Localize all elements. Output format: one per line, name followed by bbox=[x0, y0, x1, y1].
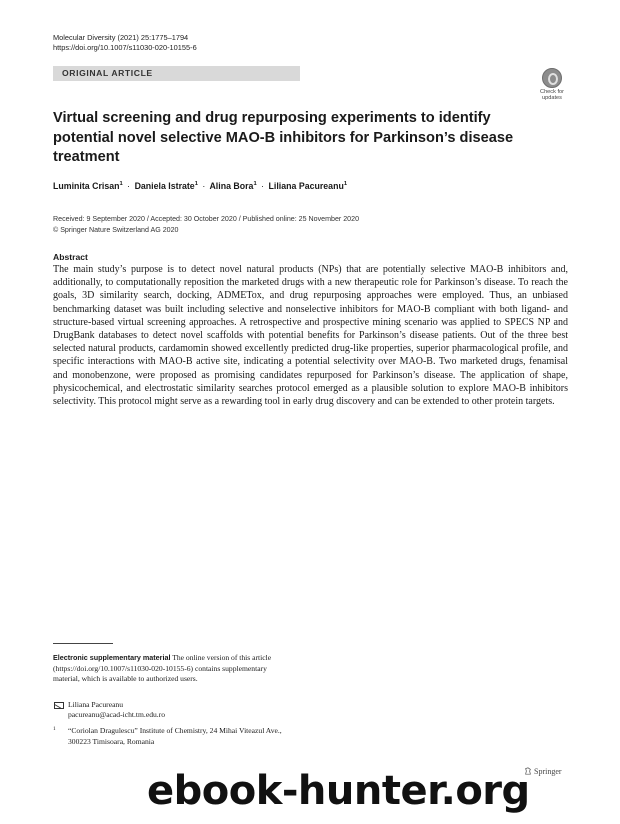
affiliation-note bbox=[53, 726, 283, 747]
author-name[interactable]: Luminita Crisan bbox=[53, 181, 120, 191]
author-separator: · bbox=[261, 181, 265, 191]
esm-text-start: The online version of this article ( bbox=[53, 653, 272, 673]
abstract-heading: Abstract bbox=[53, 252, 88, 262]
esm-label: Electronic supplementary material bbox=[53, 653, 171, 662]
journal-line: Molecular Diversity (2021) 25:1775–1794 bbox=[53, 33, 189, 42]
affiliation-text: “Coriolan Dragulescu” Institute of Chemistry, 24 Mihai Viteazul Ave., 300223 Timisoara, Romania bbox=[68, 726, 282, 746]
check-updates-icon bbox=[542, 68, 562, 88]
author-affiliation-mark: 1 bbox=[253, 181, 257, 188]
author-list bbox=[53, 181, 347, 191]
copyright-line: © Springer Nature Switzerland AG 2020 bbox=[53, 225, 179, 234]
author-name[interactable]: Alina Bora bbox=[209, 181, 254, 191]
esm-text-end: ) contains supplementary material, which is available to authorized users. bbox=[53, 663, 267, 684]
supplementary-material-note bbox=[53, 653, 281, 685]
author-affiliation-mark: 1 bbox=[194, 181, 198, 188]
abstract-text: The main study’s purpose is to detect novel natural products (NPs) that are potentially selective MAO-B inhibitors and, additionally, to computationally reposition the marketed drugs with a new therapeutic role for Parkinson’s disease. To reach the goals, 3D similarity search, docking, ADMETox, and drug repurposing approaches were employed. Thus, an unbiased benchmarking dataset was built including selective and nonselective inhibitors for MAO-B compliant with both ligand- and structure-based virtual screening approaches. A retrospective and prospective mining scenario was applied to SPECS NP and DrugBank databases to detect novel scaffolds with potential benefits for Parkinson’s disease patients. Out of the three best selected natural products, cardamomin showed excellently predicted drug-like properties, superior pharmacological profile, and specific interactions with MAO-B active site, indicating a potential selectivity over MAO-B. Two marketed drugs, fenamisal and monobenzone, were proposed as promising candidates repurposed for Parkinson’s disease. The application of shape, physicochemical, and electrostatic similarity searches protocol emerged as a plausible solution to explore MAO-B inhibitors selectivity. This protocol might serve as a rewarding tool in early drug discovery and can be extended to other protein targets. bbox=[53, 264, 568, 408]
publisher-name: Springer bbox=[534, 767, 562, 776]
article-type-label: ORIGINAL ARTICLE bbox=[62, 68, 153, 78]
envelope-icon bbox=[54, 702, 64, 709]
doi-line[interactable]: https://doi.org/10.1007/s11030-020-10155-6 bbox=[53, 43, 197, 53]
author-separator: · bbox=[202, 181, 206, 191]
corresponding-author bbox=[53, 700, 165, 721]
author-affiliation-mark: 1 bbox=[343, 181, 348, 188]
contact-name: Liliana Pacureanu bbox=[68, 700, 124, 709]
article-type-banner bbox=[53, 66, 300, 81]
article-title: Virtual screening and drug repurposing experiments to identify potential novel selective MAO-B inhibitors for Parkinson’s disease treatment bbox=[53, 110, 514, 165]
journal-citation bbox=[53, 33, 197, 54]
check-updates-label: Check for updates bbox=[540, 89, 564, 102]
author-separator: · bbox=[127, 181, 131, 191]
contact-email[interactable]: pacureanu@acad-icht.tm.edu.ro bbox=[68, 710, 166, 720]
affiliation-number: 1 bbox=[53, 726, 56, 732]
publication-dates bbox=[53, 214, 359, 235]
footnote-divider bbox=[53, 643, 113, 644]
author-name[interactable]: Daniela Istrate bbox=[134, 181, 195, 191]
date-history: Received: 9 September 2020 / Accepted: 30 October 2020 / Published online: 25 November 2020 bbox=[53, 215, 360, 223]
esm-doi-link[interactable]: https://doi.org/10.1007/s11030-020-10155-6 bbox=[55, 663, 191, 673]
check-for-updates-badge[interactable] bbox=[536, 68, 568, 100]
author-name[interactable]: Liliana Pacureanu bbox=[268, 181, 344, 191]
author-affiliation-mark: 1 bbox=[119, 181, 123, 188]
watermark: ebook-hunter.org bbox=[147, 768, 530, 814]
